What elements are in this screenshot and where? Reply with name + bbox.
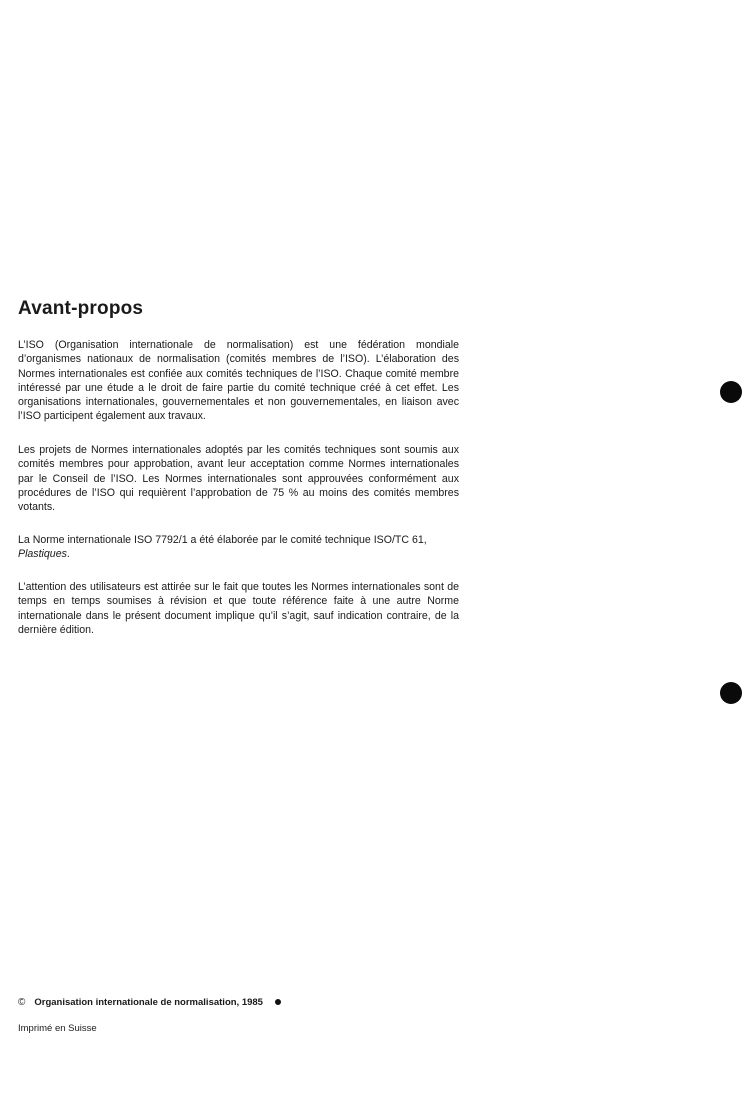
standard-origin-text: La Norme internationale ISO 7792/1 a été élaborée par le comité technique ISO/TC 61, [18,534,427,546]
printed-in: Imprimé en Suisse [18,1023,97,1034]
paragraph-iso-intro: L’ISO (Organisation internationale de normalisation) est une fédération mondiale d’organismes nationaux de normalisation (comités membres de l’ISO). L’élaboration des Normes internationales est confiée aux comités techniques de l’ISO. Chaque comité membre intéressé par une étude a le droit de faire partie du comité technique créé à cet effet. Les organisations internationales, gouvernementales et non gouvernementales, en liaison avec l’ISO participent également aux travaux. [18,339,459,423]
standard-origin-end: . [66,548,70,561]
committee-name: Plastiques [18,548,67,561]
punch-hole-mark [720,682,742,704]
bullet-icon [275,999,281,1005]
paragraph-approval: Les projets de Normes internationales adoptés par les comités techniques sont soumis aux comités membres pour approbation, avant leur acceptation comme Normes internationales par le Conseil de l’ISO. Les Normes internationales sont approuvées conformément aux procédures de l’ISO qui requièrent l’approbation de 75 % au moins des comités membres votants. [18,444,459,514]
copyright-line [18,997,281,1008]
copyright-icon: © [18,997,26,1008]
punch-hole-mark [720,381,742,403]
paragraph-revision-notice: L’attention des utilisateurs est attirée sur le fait que toutes les Normes internationales sont de temps en temps soumises à révision et que toute référence faite à une autre Norme internationale dans le présent document implique qu’il s’agit, sauf indication contraire, de la dernière édition. [18,581,459,636]
copyright-text: Organisation internationale de normalisation, 1985 [34,997,263,1008]
paragraph-standard-origin [18,533,459,562]
page-title: Avant-propos [18,298,144,319]
